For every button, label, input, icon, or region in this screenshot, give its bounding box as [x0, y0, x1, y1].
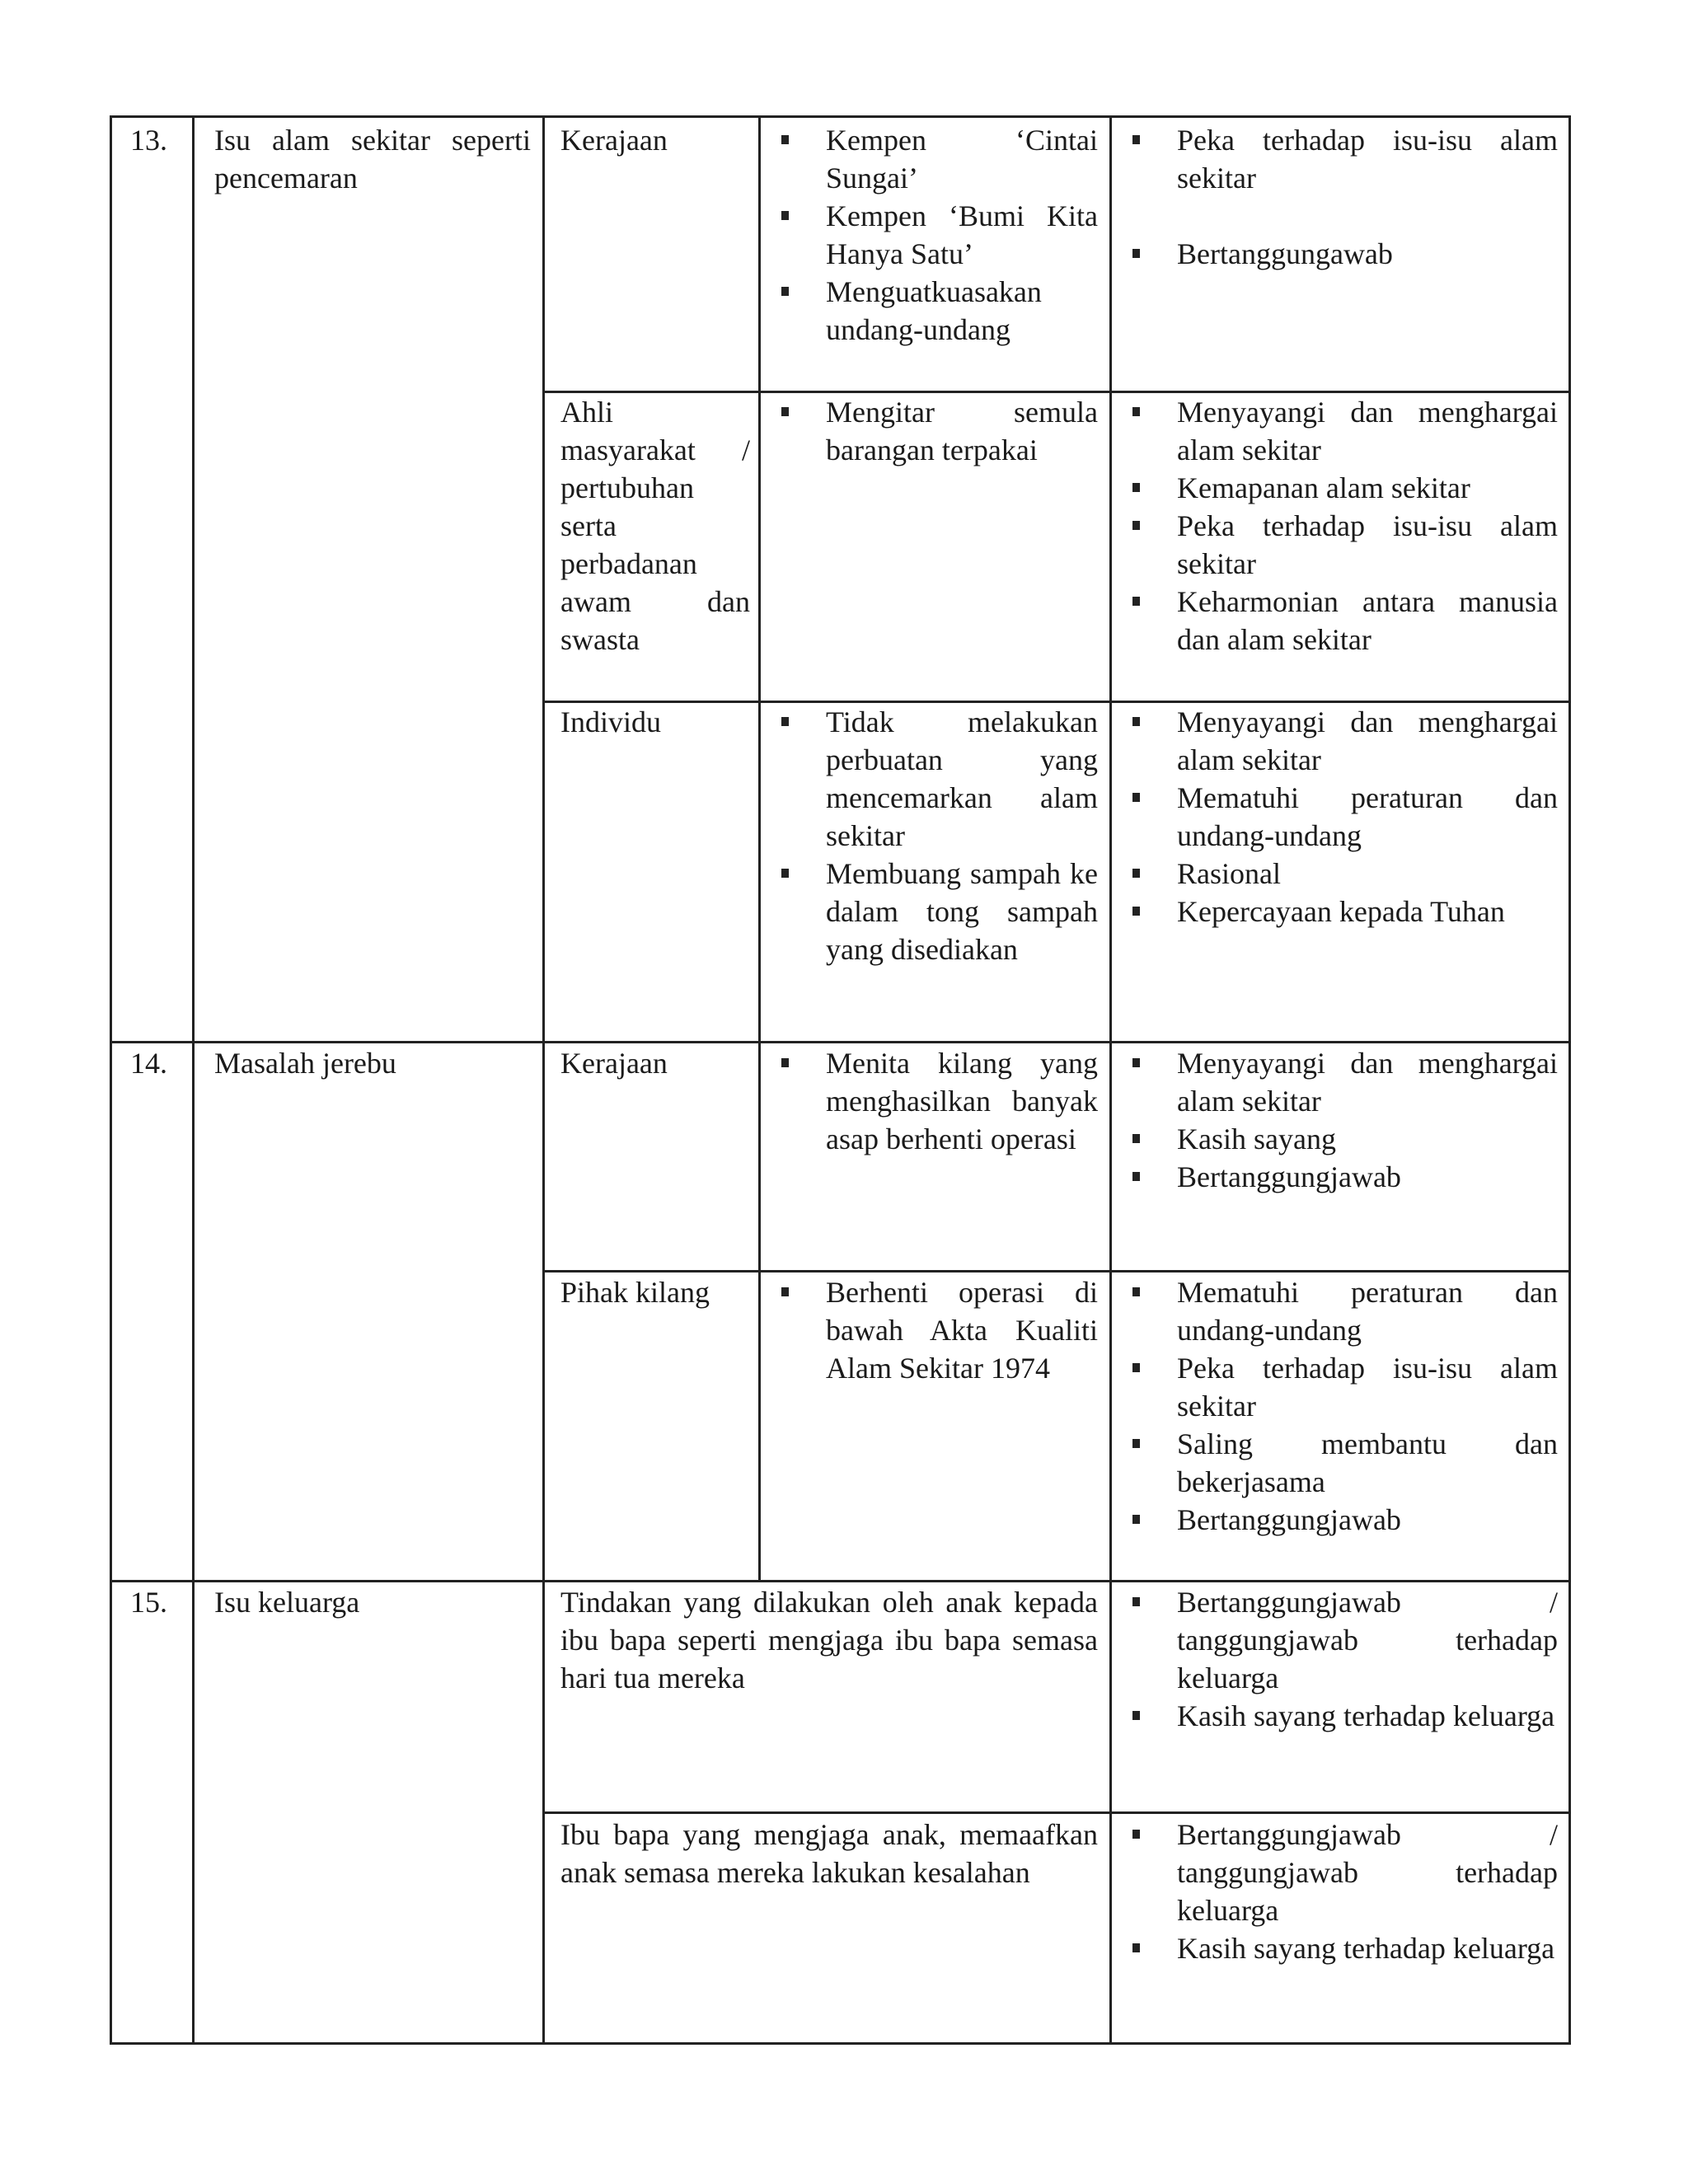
- action-description: Tindakan yang dilakukan oleh anak kepada ibu bapa seperti mengjaga ibu bapa semasa hari tua mereka: [560, 1586, 1098, 1694]
- value-item: Bertanggungawab: [1119, 235, 1558, 273]
- value-cell: [1119, 1583, 1558, 1735]
- value-cell: [1119, 1044, 1558, 1196]
- action-description: Ibu bapa yang mengjaga anak, memaafkan anak semasa mereka lakukan kesalahan: [560, 1818, 1098, 1889]
- action-cell: [768, 121, 1098, 349]
- issue-title: Masalah jerebu: [214, 1047, 396, 1080]
- party-label: Ahli masyarakat / pertubuhan serta perbadanan awam dan swasta: [560, 396, 750, 656]
- value-item: Peka terhadap isu-isu alam sekitar: [1119, 121, 1558, 197]
- action-cell: [768, 703, 1098, 968]
- action-item: Kempen ‘Bumi Kita Hanya Satu’: [768, 197, 1098, 273]
- value-item: Bertanggungjawab: [1119, 1158, 1558, 1196]
- row-divider: [112, 1580, 1568, 1582]
- party-label: Kerajaan: [560, 1047, 668, 1080]
- row-number: 14.: [130, 1047, 167, 1080]
- action-item: Kempen ‘Cintai Sungai’: [768, 121, 1098, 197]
- col-divider: [758, 118, 761, 1580]
- value-item: Menyayangi dan menghargai alam sekitar: [1119, 393, 1558, 469]
- value-item: Kasih sayang terhadap keluarga: [1119, 1929, 1558, 1967]
- col-divider: [192, 118, 195, 2042]
- value-cell: [1119, 703, 1558, 930]
- value-item: Kepercayaan kepada Tuhan: [1119, 893, 1558, 930]
- row-number: 13.: [130, 124, 167, 157]
- value-item: Kasih sayang terhadap keluarga: [1119, 1697, 1558, 1735]
- value-item: Kasih sayang: [1119, 1120, 1558, 1158]
- value-item: Mematuhi peraturan dan undang-undang: [1119, 1273, 1558, 1349]
- row-divider: [112, 1041, 1568, 1043]
- row-divider: [542, 1811, 1568, 1814]
- value-item: Peka terhadap isu-isu alam sekitar: [1119, 1349, 1558, 1425]
- value-item: Bertanggungjawab: [1119, 1501, 1558, 1539]
- value-item: Bertanggungjawab / tanggungjawab terhadap keluarga: [1119, 1816, 1558, 1929]
- party-label: Kerajaan: [560, 124, 668, 157]
- value-item: Peka terhadap isu-isu alam sekitar: [1119, 507, 1558, 583]
- value-item: Mematuhi peraturan dan undang-undang: [1119, 779, 1558, 855]
- value-cell: [1119, 1816, 1558, 1967]
- issue-title: Isu alam sekitar seperti pencemaran: [214, 124, 531, 194]
- issue-title: Isu keluarga: [214, 1586, 360, 1619]
- col-divider: [1109, 118, 1112, 2042]
- row-number: 15.: [130, 1586, 167, 1619]
- party-label: Pihak kilang: [560, 1276, 710, 1309]
- action-item: Membuang sampah ke dalam tong sampah yang disediakan: [768, 855, 1098, 968]
- action-item: Tidak melakukan perbuatan yang mencemarkan alam sekitar: [768, 703, 1098, 855]
- col-divider: [542, 118, 545, 2042]
- value-cell: [1119, 1273, 1558, 1539]
- value-item: Kemapanan alam sekitar: [1119, 469, 1558, 507]
- party-label: Individu: [560, 705, 661, 738]
- action-item: Mengitar semula barangan terpakai: [768, 393, 1098, 469]
- value-cell: [1119, 121, 1558, 273]
- action-item: Menguatkuasakan undang-undang: [768, 273, 1098, 349]
- action-item: Menita kilang yang menghasilkan banyak asap berhenti operasi: [768, 1044, 1098, 1158]
- value-item: Bertanggungjawab / tanggungjawab terhadap keluarga: [1119, 1583, 1558, 1697]
- row-divider: [542, 1270, 1568, 1272]
- value-item: Menyayangi dan menghargai alam sekitar: [1119, 1044, 1558, 1120]
- action-cell: [768, 1273, 1098, 1387]
- action-item: Berhenti operasi di bawah Akta Kualiti Alam Sekitar 1974: [768, 1273, 1098, 1387]
- value-item: Saling membantu dan bekerjasama: [1119, 1425, 1558, 1501]
- action-cell: [768, 1044, 1098, 1158]
- values-table: [110, 115, 1571, 2045]
- value-cell: [1119, 393, 1558, 658]
- action-cell: [768, 393, 1098, 469]
- value-item: Keharmonian antara manusia dan alam sekitar: [1119, 583, 1558, 658]
- value-item: Rasional: [1119, 855, 1558, 893]
- value-item: Menyayangi dan menghargai alam sekitar: [1119, 703, 1558, 779]
